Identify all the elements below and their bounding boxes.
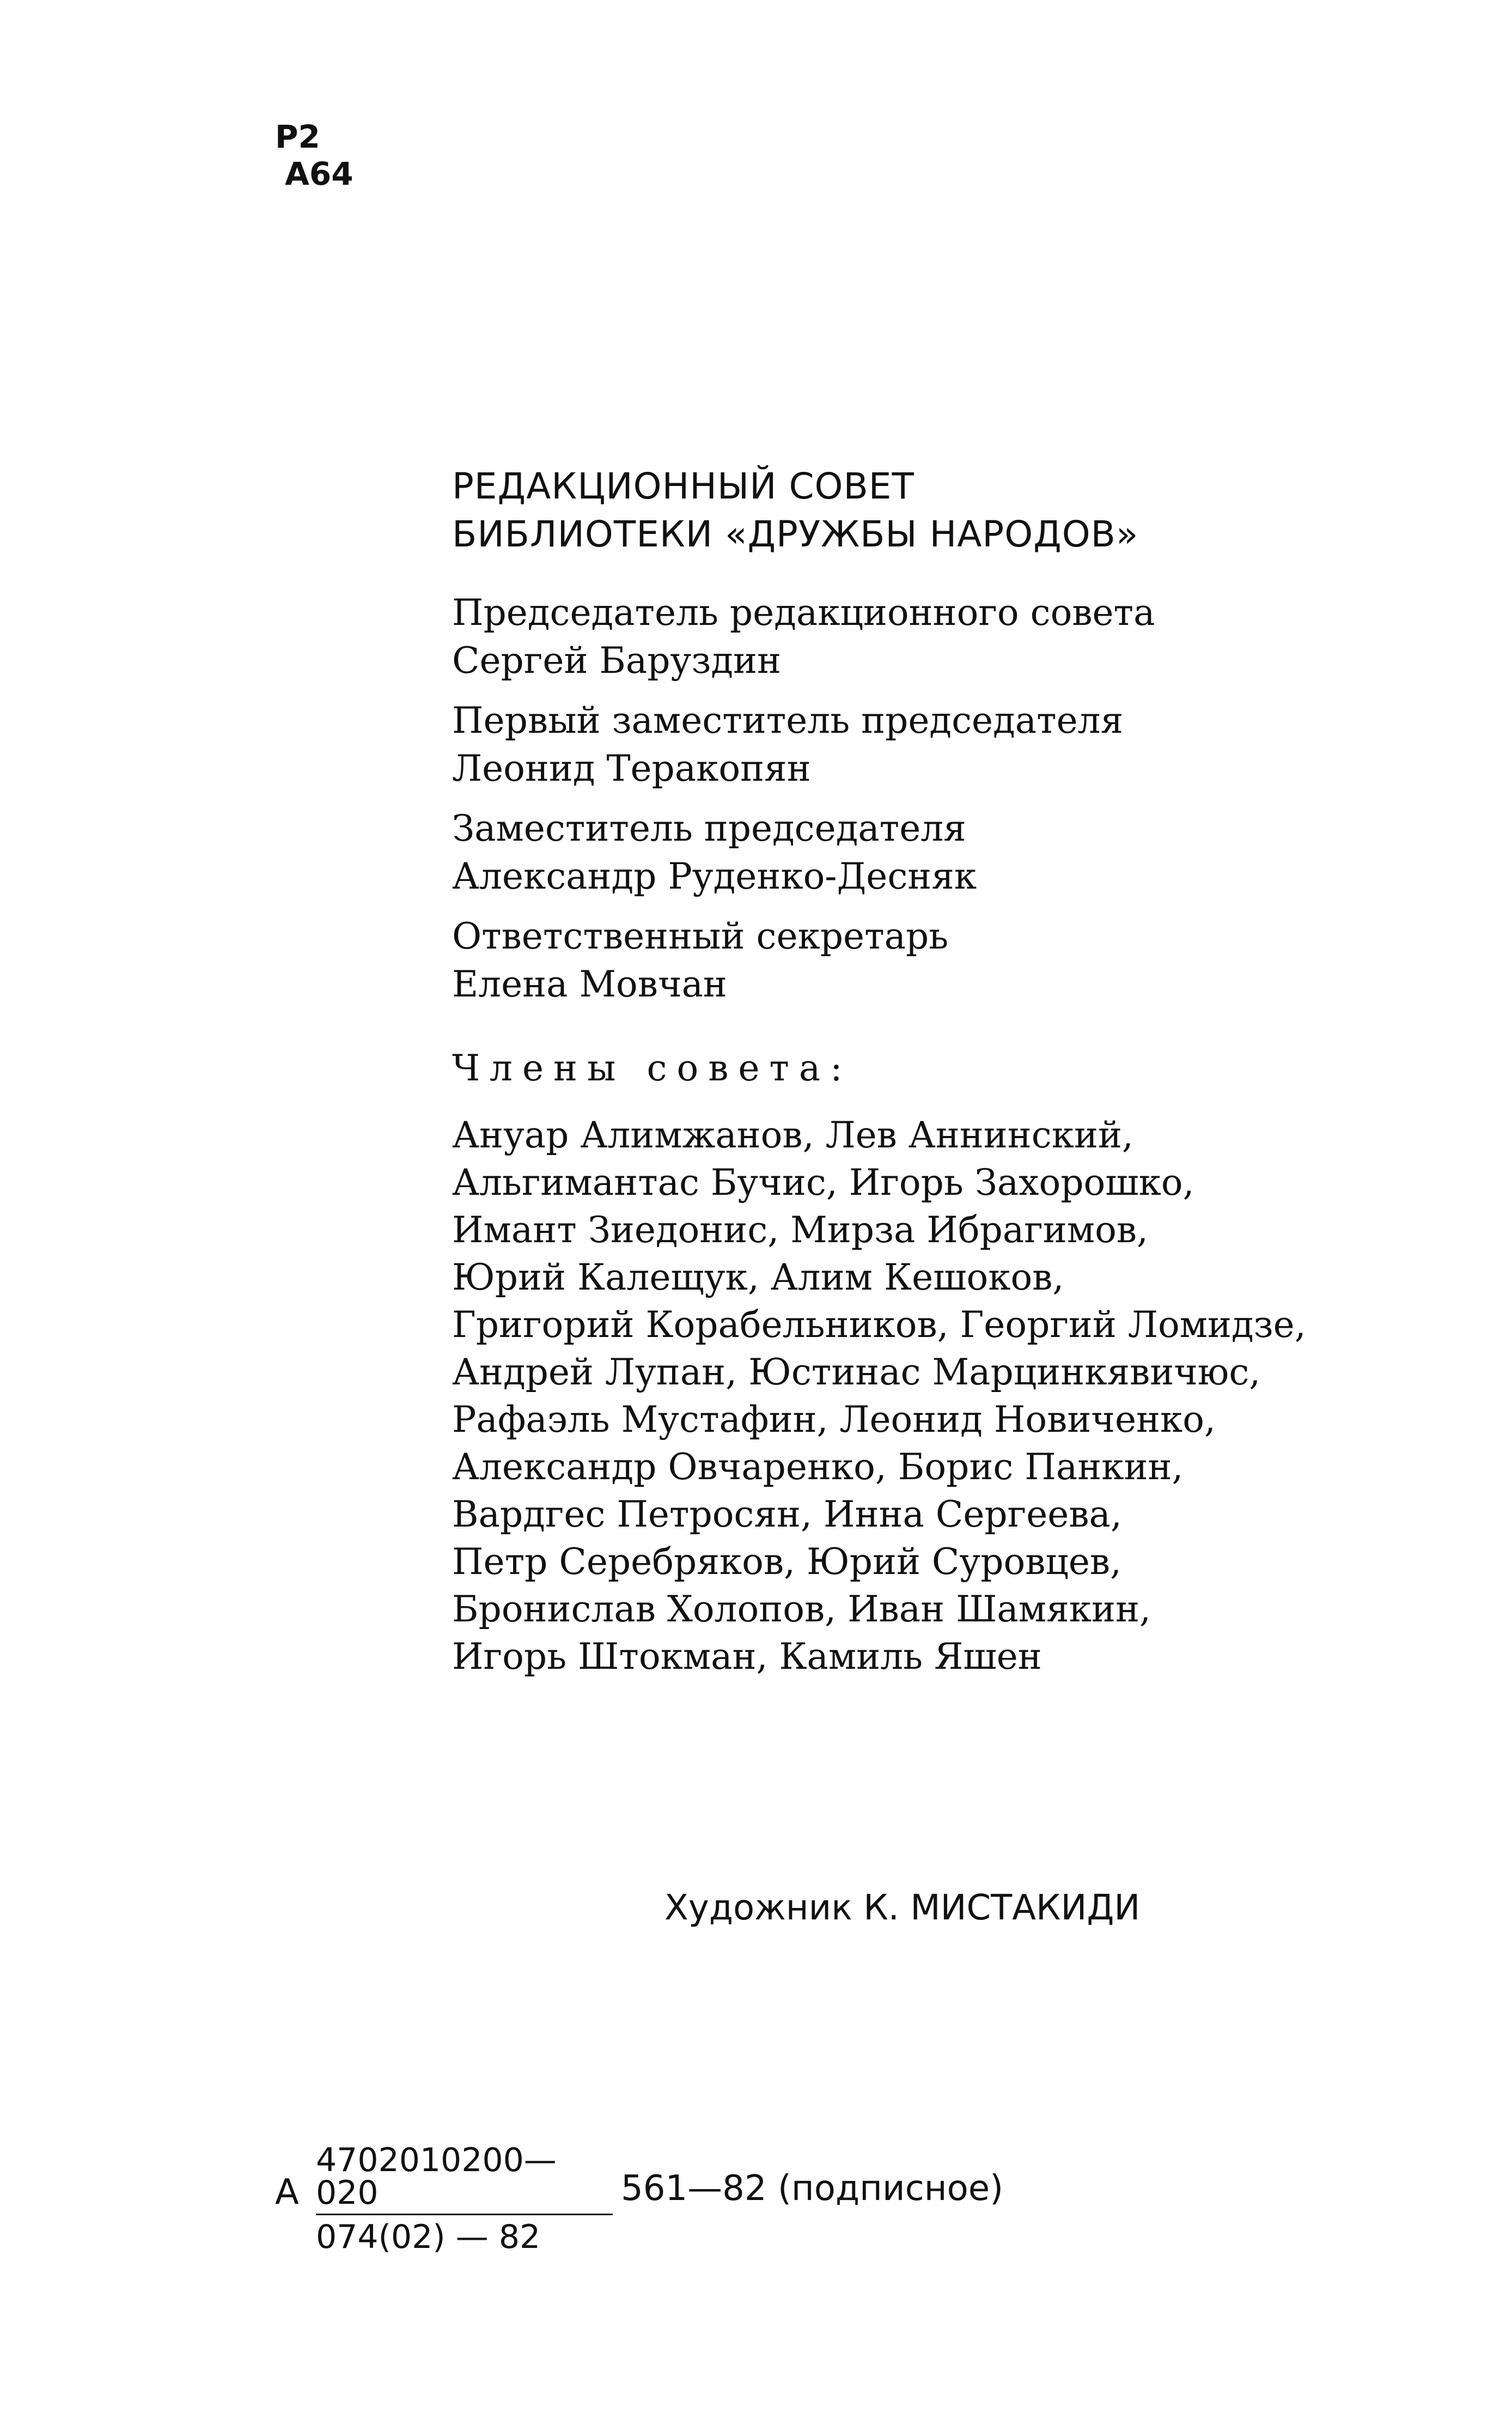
members-line: Петр Серебряков, Юрий Суровцев, [452, 1541, 1122, 1583]
role-name: Елена Мовчан [452, 963, 727, 1005]
role-title: Ответственный секретарь [452, 915, 949, 957]
members-line: Юрий Калещук, Алим Кешоков, [452, 1256, 1064, 1298]
members-line: Вардгес Петросян, Инна Сергеева, [452, 1493, 1122, 1535]
imprint-fraction [316, 2141, 613, 2256]
role-title: Первый заместитель председателя [452, 700, 1124, 742]
fraction-bar [316, 2214, 613, 2215]
role-name: Александр Руденко-Десняк [452, 855, 977, 897]
members-line: Бронислав Холопов, Иван Шамякин, [452, 1588, 1151, 1630]
members-line: Григорий Корабельников, Георгий Ломидзе, [452, 1304, 1306, 1346]
members-list [452, 1111, 1378, 1680]
members-line: Андрей Лупан, Юстинас Марцинкявичюс, [452, 1351, 1261, 1393]
members-line: Рафаэль Мустафин, Леонид Новиченко, [452, 1399, 1216, 1441]
artist-credit: Художник К. МИСТАКИДИ [664, 1888, 1141, 1928]
members-line: Игорь Штокман, Камиль Яшен [452, 1636, 1042, 1678]
classification-line-2: А64 [285, 155, 353, 192]
classification-line-1: Р2 [275, 118, 320, 155]
imprint-numerator: 4702010200—020 [316, 2141, 557, 2212]
imprint-letter: А [275, 2172, 299, 2213]
role-title: Председатель редакционного совета [452, 592, 1155, 634]
role-name: Сергей Баруздин [452, 640, 781, 682]
members-line: Ануар Алимжанов, Лев Аннинский, [452, 1114, 1133, 1156]
role-name: Леонид Теракопян [452, 747, 811, 789]
board-title-line-2: БИБЛИОТЕКИ «ДРУЖБЫ НАРОДОВ» [452, 513, 1139, 555]
role-title: Заместитель председателя [452, 807, 966, 849]
members-line: Альгимантас Бучис, Игорь Захорошко, [452, 1162, 1194, 1204]
imprint-suffix: 561—82 (подписное) [621, 2168, 1004, 2209]
members-line: Имант Зиедонис, Мирза Ибрагимов, [452, 1209, 1148, 1251]
imprint-denominator: 074(02) — 82 [316, 2218, 541, 2256]
board-title-line-1: РЕДАКЦИОННЫЙ СОВЕТ [452, 465, 914, 507]
members-line: Александр Овчаренко, Борис Панкин, [452, 1446, 1184, 1488]
members-heading: Члены совета: [452, 1047, 852, 1089]
